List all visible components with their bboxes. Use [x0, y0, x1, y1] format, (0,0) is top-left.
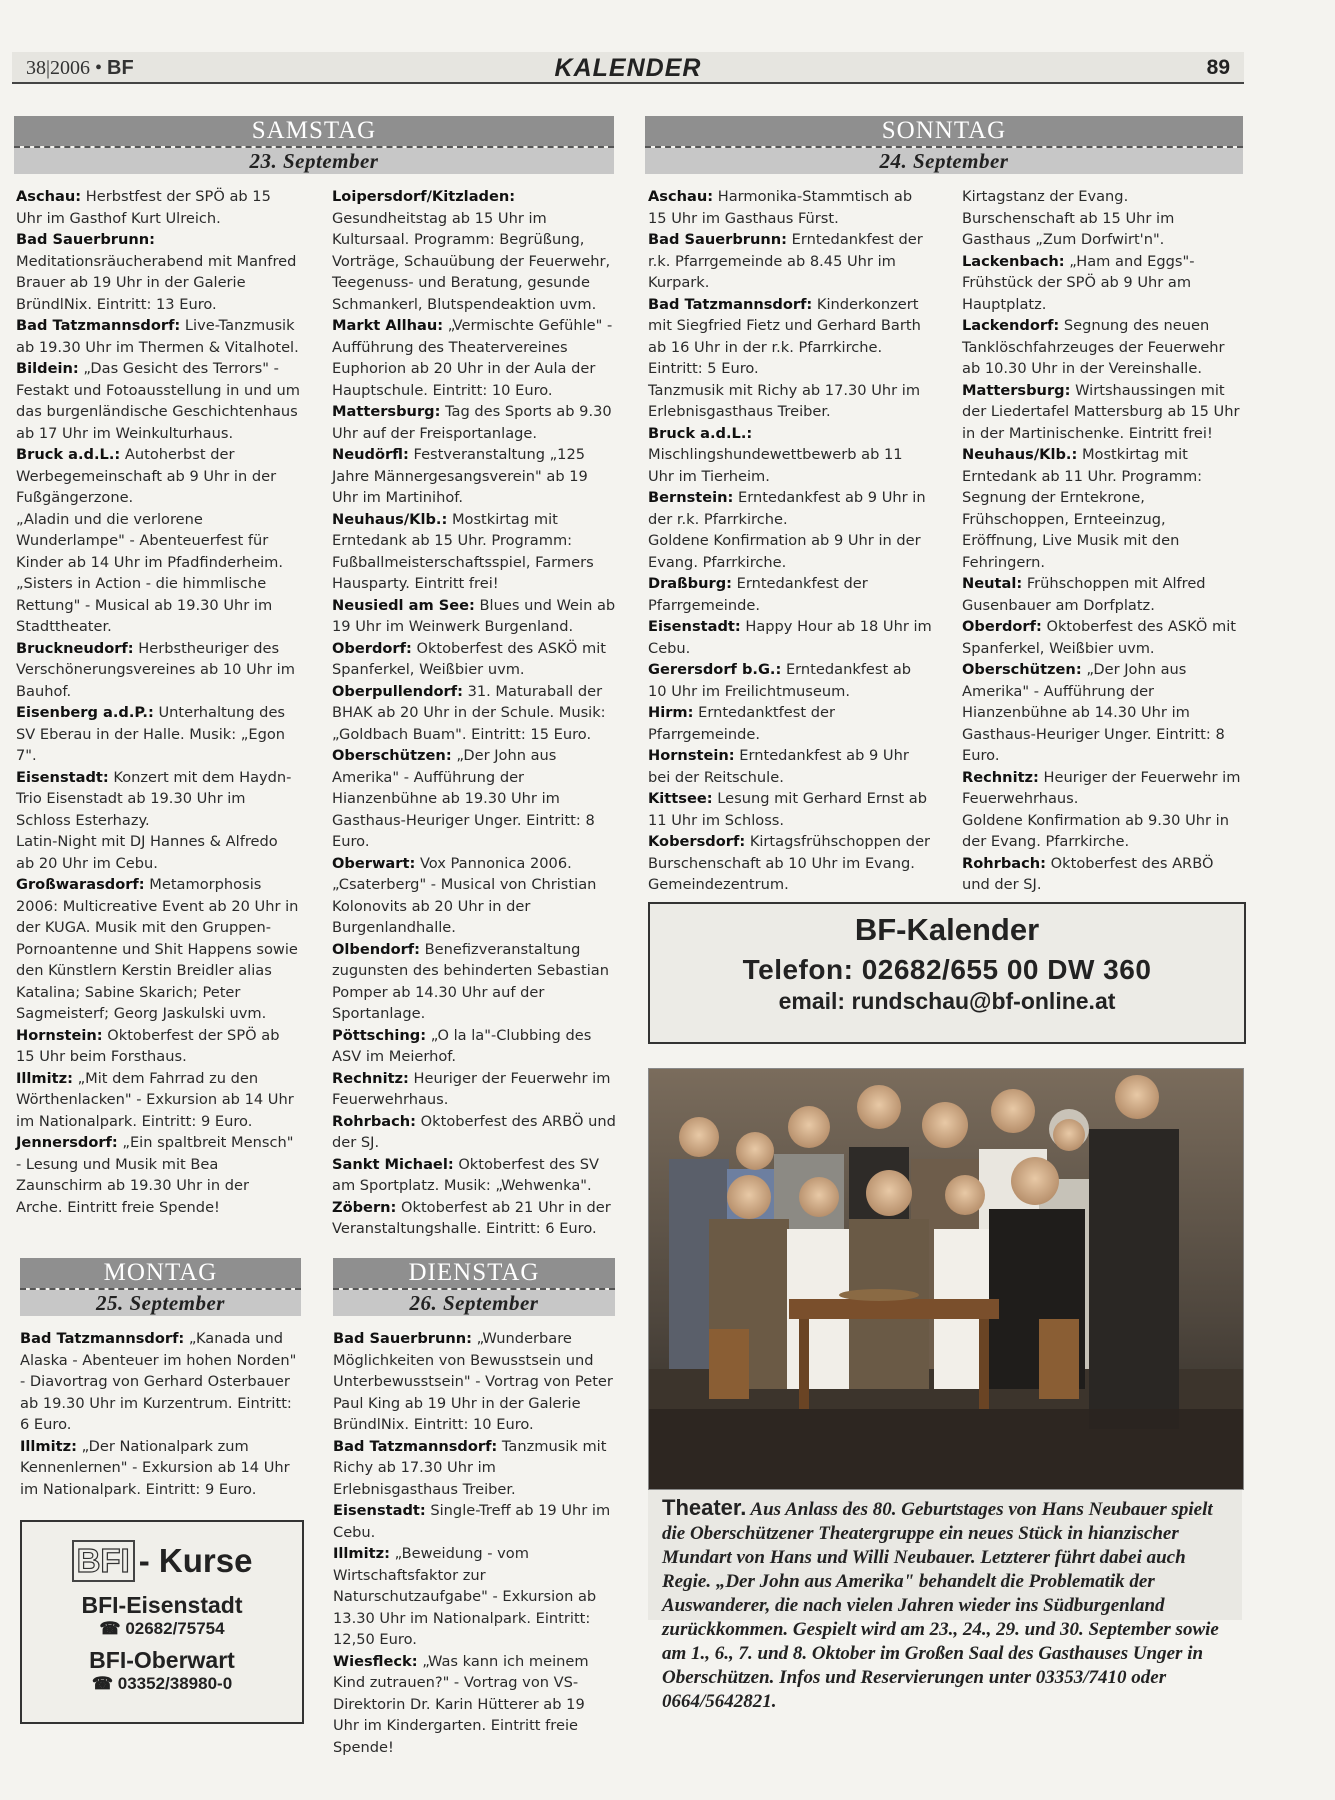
entry-text: „Ein spaltbreit Mensch" - Lesung und Musik mit Bea Zaunschirm ab 19.30 Uhr in der Arche. Eintritt freie Spende! — [16, 1134, 294, 1216]
entry-text: Oktoberfest der SPÖ ab 15 Uhr beim Forsthaus. — [16, 1026, 280, 1065]
entry-text: Erntedankfest der Pfarrgemeinde. — [648, 575, 868, 614]
entry-place: Olbendorf: — [332, 940, 420, 958]
entry-text: Erntedankfest der r.k. Pfarrgemeinde ab 8.45 Uhr im Kurpark. — [648, 231, 923, 291]
calendar-entry — [16, 229, 300, 315]
entry-text: Oktoberfest des ARBÖ und der SJ. — [962, 854, 1214, 893]
entry-text: „Das Gesicht des Terrors" - Festakt und Fotoausstellung in und um das burgenländische Geschichtenhaus ab 17 Uhr im Weinkulturhaus. — [16, 360, 300, 442]
entry-text: Mostkirtag mit Erntedank ab 11 Uhr. Programm: Segnung der Erntekrone, Frühschoppen, Ernteeinzug, Eröffnung, Live Musik mit den Fehringern. — [962, 446, 1203, 571]
calendar-entry — [332, 315, 616, 401]
entry-text: Heuriger der Feuerwehr im Feuerwehrhaus. — [962, 768, 1241, 807]
calendar-entry — [16, 358, 300, 444]
entry-text: Oktoberfest des ASKÖ mit Spanferkel, Weißbier uvm. — [962, 618, 1236, 657]
entry-text: „Kanada und Alaska - Abenteuer im hohen Norden" - Diavortrag von Gerhard Osterbauer ab 19.30 Uhr im Kurzentrum. Eintritt: 6 Euro. — [20, 1330, 297, 1433]
calendar-entry — [962, 315, 1244, 380]
entry-place: Gerersdorf b.G.: — [648, 661, 782, 678]
calendar-entry — [332, 1025, 616, 1068]
entry-text: Mostkirtag mit Erntedank ab 15 Uhr. Programm: Fußballmeisterschaftsspiel, Farmers Hausparty. Eintritt frei! — [332, 510, 594, 592]
entry-place: Großwarasdorf: — [16, 876, 145, 893]
calendar-entry — [332, 1068, 616, 1111]
entry-text: Oktoberfest des ARBÖ und der SJ. — [332, 1112, 616, 1151]
bf-kalender-email — [650, 988, 1244, 1015]
entry-place: Bad Sauerbrunn: — [648, 231, 787, 248]
entry-place: Kobersdorf: — [648, 833, 746, 850]
entry-place: Oberschützen: — [332, 747, 452, 764]
calendar-entry — [16, 1132, 300, 1218]
entry-text: „Der Nationalpark zum Kennenlernen" - Exkursion ab 14 Uhr im Nationalpark. Eintritt: 9 Euro. — [20, 1437, 290, 1498]
entry-place: Oberschützen: — [962, 661, 1082, 678]
entry-text: Live-Tanzmusik ab 19.30 Uhr im Thermen & Vitalhotel. — [16, 317, 299, 356]
calendar-entry — [16, 767, 300, 832]
entry-text: Vox Pannonica 2006. — [419, 854, 572, 872]
entry-place: Pöttsching: — [332, 1026, 427, 1044]
calendar-entry — [333, 1543, 615, 1651]
bfi-title-suffix: - Kurse — [138, 1542, 253, 1579]
calendar-entry — [962, 853, 1244, 896]
calendar-entry — [648, 530, 932, 573]
column-samstag-1 — [16, 186, 300, 1218]
photo-illustration — [649, 1069, 1243, 1489]
entry-text: Mischlingshundewettbewerb ab 11 Uhr im Tierheim. — [648, 446, 903, 485]
caption-text: Aus Anlass des 80. Geburtstages von Hans Neubauer spielt die Oberschützener Theatergruppe ein neues Stück in hianzischer Mundart von Hans und Willi Neubauer. Letzterer führt dabei auch Regie. „Der John aus Amerika" behandelt die Problematik der Auswanderer, die nach vielen Jahren wieder ins Südburgenland zurückkommen. Gespielt wird am 23., 24., 29. und 30. September sowie am 1., 6., 7. und 8. Oktober im Großen Saal des Gasthauses Unger in Oberschützen. Infos und Reservierungen unter 03353/7410 oder 0664/5642821. — [662, 1499, 1219, 1712]
day-banner-samstag — [14, 116, 614, 176]
photo-caption — [662, 1496, 1232, 1714]
entry-text: „Aladin und die verlorene Wunderlampe" - Abenteuerfest für Kinder ab 14 Uhr im Pfadfinderheim. — [16, 510, 283, 571]
entry-place: Illmitz: — [20, 1437, 77, 1455]
entry-place: Kittsee: — [648, 790, 713, 807]
entry-place: Rechnitz: — [962, 768, 1039, 786]
entry-place: Bildein: — [16, 360, 79, 377]
entry-place: Eisenstadt: — [648, 618, 741, 635]
entry-place: Bad Tatzmannsdorf: — [20, 1330, 185, 1347]
entry-text: Erntedankfest ab 10 Uhr im Freilichtmuseum. — [648, 661, 912, 700]
calendar-entry — [962, 380, 1244, 445]
entry-place: Bad Tatzmannsdorf: — [16, 317, 181, 334]
entry-text: „Was kann ich meinem Kind zutrauen?" - Vortrag von VS-Direktorin Dr. Karin Hütterer ab 19 Uhr im Kindergarten. Eintritt freie Spende! — [333, 1652, 589, 1756]
entry-place: Rohrbach: — [962, 854, 1047, 872]
calendar-entry — [962, 767, 1244, 810]
calendar-entry — [332, 745, 616, 853]
entry-place: Neusiedl am See: — [332, 596, 475, 614]
entry-text: „Beweidung - vom Wirtschaftsfaktor zur Naturschutzaufgabe" - Exkursion ab 13.30 Uhr im Nationalpark. Eintritt: 12,50 Euro. — [333, 1545, 597, 1648]
entry-place: Neutal: — [962, 575, 1023, 592]
entry-text: Single-Treff ab 19 Uhr im Cebu. — [333, 1502, 611, 1541]
bfi-logo: BFI — [72, 1540, 135, 1582]
bf-kalender-box — [648, 902, 1246, 1044]
bfi-phone-number: 03352/38980-0 — [117, 1674, 233, 1693]
entry-text: Wirtshaussingen mit der Liedertafel Mattersburg ab 15 Uhr in der Martinischenke. Eintritt frei! — [962, 381, 1240, 442]
calendar-entry — [16, 315, 300, 358]
calendar-entry — [648, 616, 932, 659]
entry-place: Bernstein: — [648, 489, 734, 506]
theater-group-photo — [648, 1068, 1244, 1490]
entry-text: Blues und Wein ab 19 Uhr im Weinwerk Burgenland. — [332, 596, 616, 635]
calendar-entry — [333, 1436, 615, 1501]
day-date: 25. September — [20, 1290, 301, 1316]
entry-place: Illmitz: — [333, 1545, 390, 1562]
bf-kalender-phone — [650, 954, 1244, 986]
calendar-entry — [332, 444, 616, 509]
entry-place: Oberdorf: — [332, 639, 412, 657]
day-name: SONNTAG — [645, 116, 1243, 146]
email-label: email: — [778, 988, 846, 1014]
calendar-entry — [333, 1500, 615, 1543]
entry-place: Mattersburg: — [332, 403, 441, 420]
calendar-entry — [333, 1651, 615, 1759]
entry-text: Tanzmusik mit Richy ab 17.30 Uhr im Erlebnisgasthaus Treiber. — [333, 1437, 607, 1498]
email-address: rundschau@bf-online.at — [851, 988, 1116, 1014]
calendar-entry — [332, 595, 616, 638]
entry-place: Jennersdorf: — [16, 1134, 118, 1151]
entry-place: Zöbern: — [332, 1198, 397, 1216]
entry-text: Oktoberfest ab 21 Uhr in der Veranstaltungshalle. Eintritt: 6 Euro. — [332, 1198, 611, 1237]
bfi-phone-eisenstadt — [22, 1619, 302, 1639]
entry-place: Bad Tatzmannsdorf: — [648, 295, 813, 313]
day-date: 26. September — [333, 1290, 615, 1316]
entry-place: Rechnitz: — [332, 1069, 409, 1087]
bfi-title — [22, 1540, 302, 1582]
entry-text: Meditationsräucherabend mit Manfred Brauer ab 19 Uhr in der Galerie BründlNix. Eintritt: 13 Euro. — [16, 252, 297, 313]
column-sonntag-2 — [962, 186, 1244, 896]
entry-place: Eisenstadt: — [333, 1502, 426, 1519]
calendar-entry — [333, 1328, 615, 1436]
calendar-entry — [962, 810, 1244, 853]
calendar-entry — [16, 831, 300, 874]
entry-text: Oktoberfest des ASKÖ mit Spanferkel, Weißbier uvm. — [332, 639, 606, 678]
calendar-entry — [332, 186, 616, 315]
calendar-entry — [962, 573, 1244, 616]
calendar-entry — [332, 638, 616, 681]
entry-text: „Mit dem Fahrrad zu den Wörthenlacken" - Exkursion ab 14 Uhr im Nationalpark. Eintritt: 9 Euro. — [16, 1069, 294, 1130]
entry-place: Wiesfleck: — [333, 1652, 418, 1670]
calendar-entry — [332, 1111, 616, 1154]
calendar-entry — [16, 444, 300, 509]
calendar-entry — [648, 573, 932, 616]
calendar-entry — [332, 401, 616, 444]
page-header — [12, 52, 1244, 84]
calendar-entry — [16, 1025, 300, 1068]
entry-place: Loipersdorf/Kitzladen: — [332, 188, 516, 205]
separator-dot: • — [95, 57, 103, 79]
day-banner-montag — [20, 1258, 301, 1318]
phone-label: Telefon: — [742, 954, 854, 985]
issue-number: 38|2006 — [26, 57, 91, 79]
calendar-entry — [962, 659, 1244, 767]
entry-text: 31. Maturaball der BHAK ab 20 Uhr in der Schule. Musik: „Goldbach Buam". Eintritt: 15 Euro. — [332, 682, 606, 743]
entry-place: Lackendorf: — [962, 317, 1060, 334]
entry-place: Sankt Michael: — [332, 1155, 454, 1173]
calendar-entry — [332, 853, 616, 875]
entry-place: Oberpullendorf: — [332, 682, 463, 700]
entry-text: Erntedanktfest der Pfarrgemeinde. — [648, 704, 835, 743]
calendar-entry — [16, 702, 300, 767]
calendar-entry — [962, 251, 1244, 316]
entry-place: Illmitz: — [16, 1069, 73, 1087]
day-date: 24. September — [645, 148, 1243, 174]
entry-text: Frühschoppen mit Alfred Gusenbauer am Dorfplatz. — [962, 575, 1206, 614]
calendar-entry — [332, 874, 616, 939]
entry-place: Markt Allhau: — [332, 317, 444, 334]
bfi-phone-oberwart — [22, 1674, 302, 1694]
day-name: SAMSTAG — [14, 116, 614, 146]
entry-text: Kirtagstanz der Evang. Burschenschaft ab 15 Uhr im Gasthaus „Zum Dorfwirt'n". — [962, 188, 1175, 248]
calendar-entry — [332, 1154, 616, 1197]
calendar-entry — [16, 638, 300, 703]
entry-place: Rohrbach: — [332, 1112, 417, 1130]
entry-text: Kinderkonzert mit Siegfried Fietz und Gerhard Barth ab 16 Uhr in der r.k. Pfarrkirche. Eintritt: 5 Euro. — [648, 295, 921, 377]
entry-place: Neuhaus/Klb.: — [332, 510, 448, 528]
entry-place: Bruck a.d.L.: — [648, 424, 753, 442]
entry-place: Aschau: — [648, 188, 714, 205]
entry-place: Hirm: — [648, 704, 694, 721]
entry-text: Goldene Konfirmation ab 9.30 Uhr in der Evang. Pfarrkirche. — [962, 811, 1229, 850]
entry-text: „Vermischte Gefühle" - Aufführung des Theatervereines Euphorion ab 20 Uhr in der Aula der Hauptschule. Eintritt: 10 Euro. — [332, 317, 613, 399]
entry-place: Neuhaus/Klb.: — [962, 446, 1078, 463]
entry-text: Benefizveranstaltung zugunsten des behinderten Sebastian Pomper ab 14.30 Uhr auf der Sportanlage. — [332, 940, 609, 1022]
entry-place: Bruck a.d.L.: — [16, 446, 121, 463]
entry-text: Tanzmusik mit Richy ab 17.30 Uhr im Erlebnisgasthaus Treiber. — [648, 381, 921, 420]
entry-text: „Csaterberg" - Musical von Christian Kolonovits ab 20 Uhr in der Burgenlandhalle. — [332, 876, 597, 936]
calendar-entry — [332, 509, 616, 595]
calendar-entry — [16, 573, 300, 638]
calendar-entry — [648, 423, 932, 488]
calendar-entry — [962, 186, 1244, 251]
calendar-entry — [648, 788, 932, 831]
bfi-kurse-box — [20, 1520, 304, 1724]
calendar-entry — [648, 294, 932, 380]
calendar-entry — [962, 616, 1244, 659]
caption-lead: Theater. — [662, 1495, 747, 1520]
entry-place: Mattersburg: — [962, 381, 1071, 399]
entry-text: Gesundheitstag ab 15 Uhr im Kultursaal. Programm: Begrüßung, Vorträge, Schauübung der Feuerwehr, Teegenuss- und Beratung, gesunde Schmankerl, Blutspendeaktion uvm. — [332, 209, 611, 313]
entry-place: Hornstein: — [16, 1026, 103, 1044]
entry-text: Metamorphosis 2006: Multicreative Event ab 20 Uhr in der KUGA. Musik mit den Gruppen-Pornoantenne und Shit Happens sowie den Künstlern Kerstin Breidler alias Katalina; Sabine Skarich; Peter Sagmeisterf; Georg Jaskulski uvm. — [16, 876, 299, 1022]
entry-text: „Der John aus Amerika" - Aufführung der Hianzenbühne ab 14.30 Uhr im Gasthaus-Heuriger Unger. Eintritt: 8 Euro. — [962, 661, 1225, 764]
photo-caption-box — [648, 1490, 1242, 1712]
calendar-entry — [648, 831, 932, 896]
column-samstag-2 — [332, 186, 616, 1240]
column-montag — [20, 1328, 302, 1500]
day-name: DIENSTAG — [333, 1258, 615, 1288]
bfi-location-eisenstadt: BFI-Eisenstadt — [81, 1592, 243, 1618]
entry-text: Erntedankfest ab 9 Uhr in der r.k. Pfarrkirche. — [648, 489, 926, 528]
column-sonntag-1 — [648, 186, 932, 896]
calendar-entry — [16, 509, 300, 574]
calendar-entry — [648, 186, 932, 229]
entry-text: Tag des Sports ab 9.30 Uhr auf der Freisportanlage. — [332, 403, 612, 442]
day-banner-dienstag — [333, 1258, 615, 1318]
entry-place: Neudörfl: — [332, 446, 409, 463]
entry-place: Oberdorf: — [962, 618, 1042, 635]
calendar-entry — [648, 380, 932, 423]
entry-place: Hornstein: — [648, 747, 735, 764]
entry-text: Goldene Konfirmation ab 9 Uhr in der Evang. Pfarrkirche. — [648, 532, 921, 571]
entry-text: Herbstheuriger des Verschönerungsvereines ab 10 Uhr im Bauhof. — [16, 639, 295, 700]
entry-text: Harmonika-Stammtisch ab 15 Uhr im Gasthaus Fürst. — [648, 188, 913, 227]
bfi-phone-number: 02682/75754 — [125, 1619, 225, 1638]
entry-place: Bad Sauerbrunn: — [16, 231, 155, 248]
day-name: MONTAG — [20, 1258, 301, 1288]
entry-text: Lesung mit Gerhard Ernst ab 11 Uhr im Schloss. — [648, 790, 927, 829]
column-dienstag — [333, 1328, 615, 1758]
calendar-entry — [16, 1068, 300, 1133]
bf-kalender-title: BF-Kalender — [854, 912, 1040, 947]
entry-text: Herbstfest der SPÖ ab 15 Uhr im Gasthof Kurt Ulreich. — [16, 188, 271, 227]
entry-text: Oktoberfest des SV am Sportplatz. Musik: „Wehwenka". — [332, 1155, 599, 1194]
phone-number: 02682/655 00 DW 360 — [861, 954, 1152, 985]
calendar-entry — [332, 939, 616, 1025]
calendar-entry — [648, 702, 932, 745]
calendar-entry — [962, 444, 1244, 573]
entry-place: Oberwart: — [332, 854, 416, 872]
entry-place: Aschau: — [16, 188, 82, 205]
calendar-entry — [332, 1197, 616, 1240]
entry-place: Bruckneudorf: — [16, 639, 134, 657]
entry-text: Unterhaltung des SV Eberau in der Halle. Musik: „Egon 7". — [16, 704, 286, 764]
page-number: 89 — [1206, 56, 1230, 79]
calendar-entry — [648, 487, 932, 530]
calendar-entry — [648, 229, 932, 294]
section-title: KALENDER — [554, 54, 702, 82]
calendar-entry — [20, 1328, 302, 1436]
entry-place: Lackenbach: — [962, 252, 1065, 270]
entry-text: „Wunderbare Möglichkeiten von Bewusstsein und Unterbewusstsein" - Vortrag von Peter Paul King ab 19 Uhr in der Galerie BründlNix. Eintritt: 10 Euro. — [333, 1330, 613, 1433]
entry-text: „Sisters in Action - die himmlische Rettung" - Musical ab 19.30 Uhr im Stadttheater. — [16, 575, 273, 635]
day-banner-sonntag — [645, 116, 1243, 176]
entry-text: Erntedankfest ab 9 Uhr bei der Reitschule. — [648, 747, 909, 786]
calendar-entry — [332, 681, 616, 746]
entry-text: Konzert mit dem Haydn-Trio Eisenstadt ab 19.30 Uhr im Schloss Esterhazy. — [16, 768, 292, 829]
calendar-entry — [16, 186, 300, 229]
entry-text: „O la la"-Clubbing des ASV im Meierhof. — [332, 1026, 592, 1065]
entry-text: Happy Hour ab 18 Uhr im Cebu. — [648, 618, 932, 657]
entry-text: Kirtagsfrühschoppen der Burschenschaft ab 10 Uhr im Evang. Gemeindezentrum. — [648, 833, 931, 893]
entry-text: Latin-Night mit DJ Hannes & Alfredo ab 20 Uhr im Cebu. — [16, 833, 278, 872]
entry-place: Eisenstadt: — [16, 768, 109, 786]
calendar-entry — [648, 659, 932, 702]
entry-place: Bad Sauerbrunn: — [333, 1330, 472, 1347]
calendar-entry — [16, 874, 300, 1025]
entry-place: Eisenberg a.d.P.: — [16, 704, 154, 721]
front-row-people — [709, 1157, 1085, 1389]
entry-text: „Ham and Eggs"-Frühstück der SPÖ ab 9 Uhr am Hauptplatz. — [962, 252, 1195, 313]
phone-icon: ☎ — [99, 1619, 121, 1638]
calendar-entry — [20, 1436, 302, 1501]
entry-text: Autoherbst der Werbegemeinschaft ab 9 Uhr in der Fußgängerzone. — [16, 446, 277, 506]
entry-text: Festveranstaltung „125 Jahre Männergesangsverein" ab 19 Uhr im Martinihof. — [332, 446, 588, 506]
bfi-location-oberwart: BFI-Oberwart — [89, 1647, 235, 1673]
entry-place: Bad Tatzmannsdorf: — [333, 1437, 498, 1455]
day-date: 23. September — [14, 148, 614, 174]
entry-text: Heuriger der Feuerwehr im Feuerwehrhaus. — [332, 1069, 611, 1108]
calendar-entry — [648, 745, 932, 788]
entry-text: „Der John aus Amerika" - Aufführung der Hianzenbühne ab 19.30 Uhr im Gasthaus-Heuriger Unger. Eintritt: 8 Euro. — [332, 747, 595, 850]
phone-icon: ☎ — [91, 1674, 114, 1693]
entry-text: Segnung des neuen Tanklöschfahrzeuges der Feuerwehr ab 10.30 Uhr in der Vereinshalle. — [962, 317, 1225, 377]
entry-place: Draßburg: — [648, 575, 732, 592]
paper-name: BF — [107, 57, 134, 79]
